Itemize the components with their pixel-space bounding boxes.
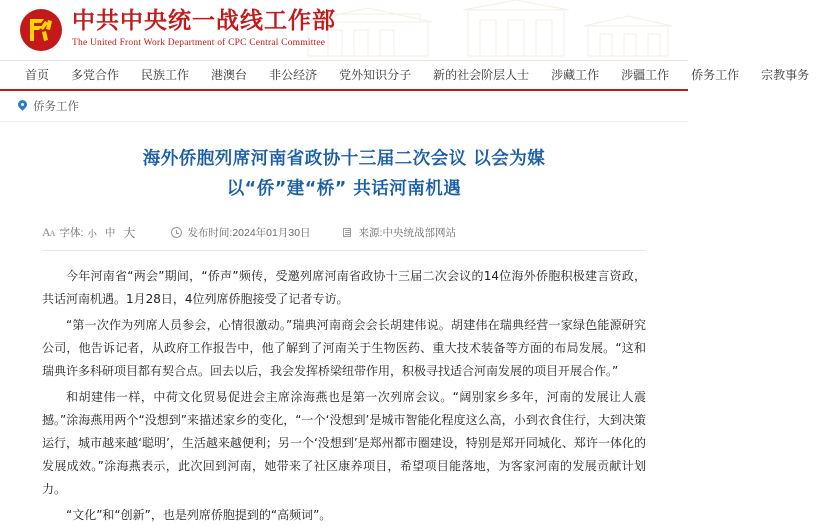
site-header [0, 0, 688, 60]
article-paragraph-1: “第一次作为列席人员参会，心情很激动。”瑞典河南商会会长胡建伟说。胡建伟在瑞典经营一家绿色能源研究公司，他告诉记者，从政府工作报告中，他了解到了河南关于生物医药、重大技术装备等方面的布局发展。“这和瑞典许多科研项目都有契合点。回去以后，我会发挥桥梁纽带作用，积极寻找适合河南发展的项目开展合作。” [42, 318, 646, 378]
article-paragraph-3: “文化”和“创新”，也是列席侨胞提到的“高频词”。 [66, 508, 332, 522]
article-paragraph-2: 和胡建伟一样，中荷文化贸易促进会主席涂海燕也是第一次列席会议。“阔别家乡多年，河南的发展让人震撼。”涂海燕用两个“没想到”来描述家乡的变化，“一个‘没想到’是城市智能化程度这么高，小到衣食住行，大到决策运行，城市越来越‘聪明’，生活越来越便利；另一个‘没想到’是郑州都市圈建设，特别是郑开同城化、郑许一体化的发展成效。”涂海燕表示，此次回到河南，她带来了社区康养项目，希望项目能落地，为客家河南的发展贡献计划力。 [42, 390, 646, 496]
nav-item-7[interactable]: 涉藏工作 [551, 67, 600, 82]
font-size-medium[interactable]: 中 [104, 227, 116, 239]
site-title-cn: 中共中央统一战线工作部 [72, 8, 336, 34]
source-value: 中央统战部网站 [382, 227, 456, 239]
article [0, 122, 688, 527]
breadcrumb-current[interactable]: 侨务工作 [33, 101, 79, 113]
font-size-large[interactable]: 大 [123, 226, 136, 240]
nav-item-6[interactable]: 新的社会阶层人士 [433, 67, 530, 82]
nav-item-10[interactable]: 宗教事务 [761, 67, 810, 82]
page-title-line1: 海外侨胞列席河南省政协十三届二次会议 以会为媒 [142, 149, 546, 169]
main-navigation [0, 60, 810, 91]
nav-item-0[interactable]: 首页 [25, 67, 50, 82]
article-meta [42, 224, 646, 251]
publish-time-label: 发布时间: [187, 227, 233, 239]
document-icon [343, 227, 354, 238]
page-title-line2: 以“侨”建“桥” 共话河南机遇 [226, 179, 462, 199]
cpc-emblem-icon [18, 8, 64, 52]
article-body [42, 265, 646, 527]
nav-item-5[interactable]: 党外知识分子 [339, 67, 412, 82]
font-size-label: 字体: [59, 227, 84, 239]
page-title [42, 144, 646, 204]
font-size-icon: AA [42, 225, 55, 239]
font-size-control [42, 224, 139, 241]
publish-time-value: 2024年01月30日 [232, 227, 311, 239]
nav-item-2[interactable]: 民族工作 [141, 67, 190, 82]
site-title-en: The United Front Work Department of CPC Central Committee [72, 38, 326, 48]
nav-item-4[interactable]: 非公经济 [269, 67, 318, 82]
nav-item-8[interactable]: 涉疆工作 [621, 67, 670, 82]
nav-item-9[interactable]: 侨务工作 [691, 67, 740, 82]
site-branding [72, 7, 336, 48]
publish-time-group [171, 225, 310, 240]
font-size-small[interactable]: 小 [87, 228, 97, 240]
article-paragraph-0: 今年河南省“两会”期间，“侨声”频传，受邀列席河南省政协十三届二次会议的14位海外侨胞积极建言资政，共话河南机遇。1月28日，4位列席侨胞接受了记者专访。 [42, 269, 646, 306]
nav-item-1[interactable]: 多党合作 [71, 67, 120, 82]
source-label: 来源: [358, 227, 383, 239]
location-pin-icon [18, 100, 27, 112]
breadcrumb [0, 91, 688, 122]
nav-item-3[interactable]: 港澳台 [211, 67, 248, 82]
clock-icon [171, 227, 182, 238]
source-group [343, 225, 456, 240]
